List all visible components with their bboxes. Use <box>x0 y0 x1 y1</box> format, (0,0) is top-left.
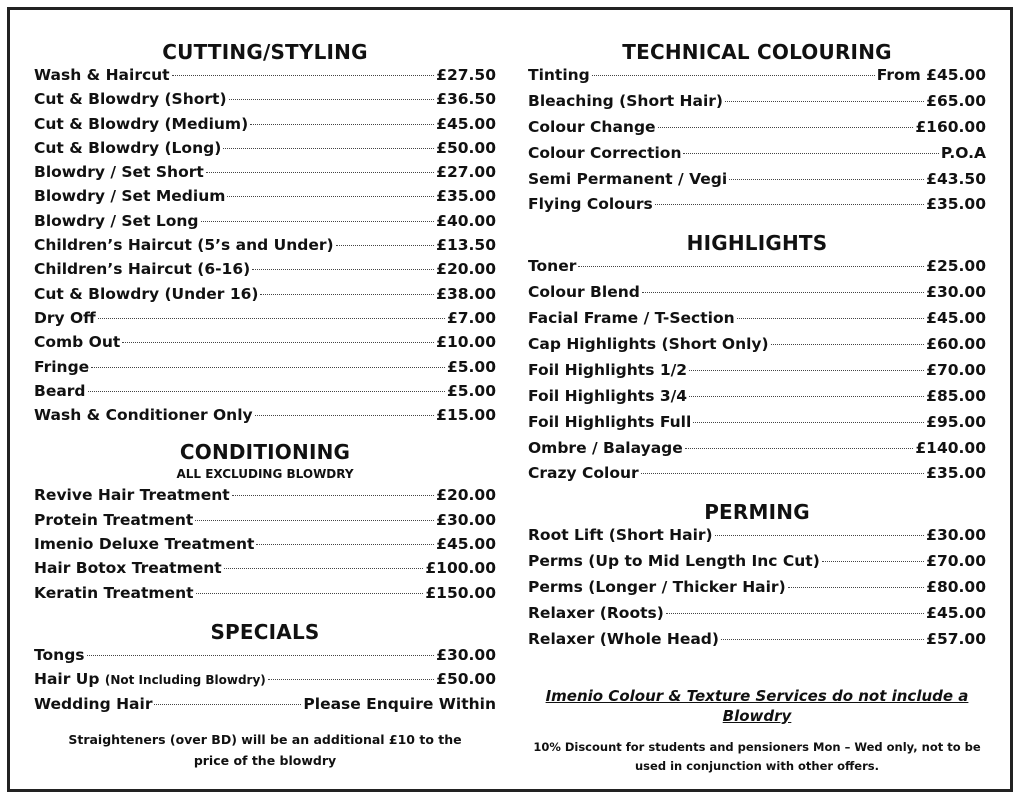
discount-note-line-1: 10% Discount for students and pensioners Mon – Wed only, not to be <box>533 739 981 754</box>
item-price: £43.50 <box>926 169 986 188</box>
specials-list <box>34 646 496 719</box>
item-price: £20.00 <box>436 260 496 279</box>
left-column <box>34 38 496 771</box>
dotted-leader <box>689 396 924 397</box>
item-price: £13.50 <box>436 236 496 255</box>
item-price: P.O.A <box>940 143 986 162</box>
item-name: Keratin Treatment <box>34 583 194 602</box>
item-name: Revive Hair Treatment <box>34 486 230 505</box>
dotted-leader <box>252 269 434 270</box>
item-name: Tinting <box>528 66 590 84</box>
item-price: £45.00 <box>926 604 986 623</box>
item-name: Bleaching (Short Hair) <box>528 91 724 110</box>
item-price: £30.00 <box>926 283 986 302</box>
price-list-item <box>34 187 496 211</box>
item-name: Foil Highlights 3/4 <box>528 386 688 405</box>
price-list-item <box>34 695 496 719</box>
conditioning-list <box>34 486 496 607</box>
item-name: Wash & Conditioner Only <box>34 406 253 425</box>
dotted-leader <box>729 179 924 180</box>
item-name: Wash & Haircut <box>34 66 170 84</box>
dotted-leader <box>658 127 914 128</box>
straighteners-note-line-2: price of the blowdry <box>193 752 337 768</box>
price-list-item <box>34 670 496 694</box>
price-list-item <box>34 66 496 90</box>
item-price: £80.00 <box>926 578 986 597</box>
item-name: Children’s Haircut (5’s and Under) <box>34 236 334 255</box>
item-name: Perms (Up to Mid Length Inc Cut) <box>528 552 820 571</box>
dotted-leader <box>655 204 924 205</box>
price-list-item <box>34 511 496 535</box>
item-price: £36.50 <box>436 90 496 109</box>
price-list-item <box>528 413 986 439</box>
price-list-item <box>528 439 986 465</box>
price-list-item <box>34 90 496 114</box>
item-price: £70.00 <box>926 360 986 379</box>
price-list-item <box>34 212 496 236</box>
dotted-leader <box>195 520 434 521</box>
item-name: Relaxer (Roots) <box>528 604 664 623</box>
dotted-leader <box>268 679 434 680</box>
section-title-technical-colouring: TECHNICAL COLOURING <box>622 40 892 64</box>
item-price: £60.00 <box>926 335 986 354</box>
item-price: £5.00 <box>446 381 496 400</box>
dotted-leader <box>683 153 938 154</box>
dotted-leader <box>666 613 924 614</box>
dotted-leader <box>223 148 434 149</box>
dotted-leader <box>206 172 434 173</box>
item-price: £35.00 <box>926 195 986 214</box>
price-list-item <box>528 309 986 335</box>
price-list-item <box>528 144 986 170</box>
dotted-leader <box>737 318 925 319</box>
dotted-leader <box>91 367 445 368</box>
dotted-leader <box>689 370 924 371</box>
item-name: Comb Out <box>34 333 121 352</box>
price-list-item <box>34 406 496 430</box>
price-list-item <box>528 552 986 578</box>
item-name: Ombre / Balayage <box>528 438 683 457</box>
item-price: £30.00 <box>436 510 496 529</box>
item-price: £30.00 <box>926 526 986 545</box>
item-name-note: (Not Including Blowdry) <box>104 673 266 688</box>
price-list-item <box>34 486 496 510</box>
item-price: £45.00 <box>436 114 496 133</box>
price-list-item <box>528 578 986 604</box>
section-title-conditioning: CONDITIONING <box>179 440 351 465</box>
dotted-leader <box>721 639 924 640</box>
item-name: Perms (Longer / Thicker Hair) <box>528 578 786 597</box>
section-title-highlights: HIGHLIGHTS <box>686 231 828 256</box>
item-price: £70.00 <box>926 552 986 571</box>
price-list-item <box>34 139 496 163</box>
item-name: Toner <box>528 257 577 276</box>
item-price: £5.00 <box>446 357 496 376</box>
item-name: Colour Correction <box>528 143 682 162</box>
discount-note <box>528 738 986 776</box>
dotted-leader <box>822 561 924 562</box>
item-name: Cut & Blowdry (Medium) <box>34 114 249 133</box>
straighteners-note-line-1: Straighteners (over BD) will be an additional £10 to the <box>68 731 462 747</box>
item-name: Blowdry / Set Long <box>34 211 199 230</box>
item-price: £95.00 <box>926 412 986 431</box>
price-list-item <box>34 285 496 309</box>
item-name: Children’s Haircut (6-16) <box>34 260 251 279</box>
price-list-frame <box>7 7 1013 792</box>
price-list-item <box>34 260 496 284</box>
item-name: Root Lift (Short Hair) <box>528 526 713 545</box>
item-name: Beard <box>34 381 86 400</box>
price-list-item <box>528 257 986 283</box>
item-price: £100.00 <box>425 559 496 578</box>
item-name: Tongs <box>34 645 85 664</box>
item-name: Hair Up (Not Including Blowdry) <box>34 670 266 689</box>
dotted-leader <box>336 245 435 246</box>
item-price: £140.00 <box>915 438 986 457</box>
discount-note-line-2: used in conjunction with other offers. <box>635 758 879 773</box>
dotted-leader <box>227 196 434 197</box>
item-price: £65.00 <box>926 91 986 110</box>
price-list-item <box>528 630 986 656</box>
item-price: £10.00 <box>436 333 496 352</box>
item-price: £38.00 <box>436 284 496 303</box>
item-price: £27.50 <box>436 66 496 84</box>
item-price: £35.00 <box>926 464 986 483</box>
price-list-item <box>528 66 986 92</box>
item-name: Cut & Blowdry (Under 16) <box>34 284 259 303</box>
item-price: £50.00 <box>436 138 496 157</box>
item-name: Dry Off <box>34 308 96 327</box>
price-list-item <box>528 361 986 387</box>
dotted-leader <box>771 344 925 345</box>
dotted-leader <box>685 448 914 449</box>
dotted-leader <box>641 473 925 474</box>
price-list-item <box>528 335 986 361</box>
price-list-item <box>34 115 496 139</box>
price-list-item <box>528 464 986 490</box>
item-name: Foil Highlights 1/2 <box>528 360 688 379</box>
price-list-item <box>34 646 496 670</box>
cutting-styling-list <box>34 66 496 430</box>
price-list-item <box>528 604 986 630</box>
price-list-item <box>34 333 496 357</box>
price-list-item <box>34 559 496 583</box>
item-price: £30.00 <box>436 645 496 664</box>
price-list-item <box>528 118 986 144</box>
section-title-perming: PERMING <box>704 500 810 525</box>
dotted-leader <box>592 75 875 76</box>
item-price: £160.00 <box>915 117 986 136</box>
price-list-item <box>528 170 986 196</box>
item-name: Relaxer (Whole Head) <box>528 629 719 648</box>
price-list-item <box>528 526 986 552</box>
item-price: £45.00 <box>436 535 496 554</box>
item-price: £7.00 <box>446 308 496 327</box>
dotted-leader <box>715 535 925 536</box>
item-name: Facial Frame / T-Section <box>528 309 735 328</box>
dotted-leader <box>788 587 925 588</box>
dotted-leader <box>196 593 424 594</box>
dotted-leader <box>154 704 301 705</box>
item-price: £25.00 <box>926 257 986 276</box>
item-name: Imenio Deluxe Treatment <box>34 535 255 554</box>
dotted-leader <box>725 101 924 102</box>
item-name: Foil Highlights Full <box>528 412 692 431</box>
price-list-item <box>34 584 496 608</box>
item-name: Cut & Blowdry (Short) <box>34 90 227 109</box>
item-name: Crazy Colour <box>528 464 639 483</box>
price-list-item <box>34 309 496 333</box>
item-name: Fringe <box>34 357 90 376</box>
dotted-leader <box>256 544 434 545</box>
dotted-leader <box>255 415 435 416</box>
item-name: Colour Blend <box>528 283 640 302</box>
price-list-item <box>34 535 496 559</box>
dotted-leader <box>229 99 435 100</box>
item-name: Wedding Hair <box>34 694 153 713</box>
dotted-leader <box>224 568 424 569</box>
item-name: Blowdry / Set Short <box>34 163 204 182</box>
conditioning-subtitle: ALL EXCLUDING BLOWDRY <box>176 467 354 482</box>
price-list-item <box>34 236 496 260</box>
price-list-item <box>34 163 496 187</box>
item-price: £15.00 <box>436 406 496 425</box>
dotted-leader <box>88 391 445 392</box>
item-price: £27.00 <box>436 163 496 182</box>
price-list-item <box>528 195 986 221</box>
item-name: Cap Highlights (Short Only) <box>528 335 769 354</box>
item-name: Flying Colours <box>528 195 653 214</box>
dotted-leader <box>232 495 435 496</box>
right-column <box>528 38 986 776</box>
perming-list <box>528 526 986 655</box>
dotted-leader <box>642 292 924 293</box>
dotted-leader <box>250 124 434 125</box>
section-title-cutting-styling: CUTTING/STYLING <box>162 40 368 64</box>
item-name: Cut & Blowdry (Long) <box>34 138 222 157</box>
price-list-item <box>528 92 986 118</box>
item-name: Blowdry / Set Medium <box>34 187 226 206</box>
dotted-leader <box>87 655 435 656</box>
price-list-item <box>34 382 496 406</box>
item-price: £35.00 <box>436 187 496 206</box>
price-list-item <box>34 358 496 382</box>
item-name: Semi Permanent / Vegi <box>528 169 728 188</box>
item-price: £45.00 <box>926 309 986 328</box>
item-price: £85.00 <box>926 386 986 405</box>
section-title-specials: SPECIALS <box>210 619 320 644</box>
item-price: £57.00 <box>926 629 986 648</box>
price-list-item <box>528 387 986 413</box>
item-price: Please Enquire Within <box>303 694 496 713</box>
dotted-leader <box>578 266 924 267</box>
technical-colouring-list <box>528 66 986 221</box>
highlights-list <box>528 257 986 490</box>
item-price: £20.00 <box>436 486 496 505</box>
item-name: Hair Botox Treatment <box>34 559 222 578</box>
item-price: From £45.00 <box>876 66 986 84</box>
dotted-leader <box>201 221 435 222</box>
dotted-leader <box>260 294 434 295</box>
item-price: £40.00 <box>436 211 496 230</box>
dotted-leader <box>98 318 445 319</box>
item-price: £150.00 <box>425 583 496 602</box>
colour-services-note: Imenio Colour & Texture Services do not include a Blowdry <box>545 686 969 725</box>
item-name: Protein Treatment <box>34 510 194 529</box>
dotted-leader <box>122 342 434 343</box>
item-price: £50.00 <box>436 670 496 689</box>
straighteners-note <box>34 729 496 771</box>
dotted-leader <box>693 422 924 423</box>
price-list-item <box>528 283 986 309</box>
dotted-leader <box>172 75 435 76</box>
item-name: Colour Change <box>528 117 656 136</box>
